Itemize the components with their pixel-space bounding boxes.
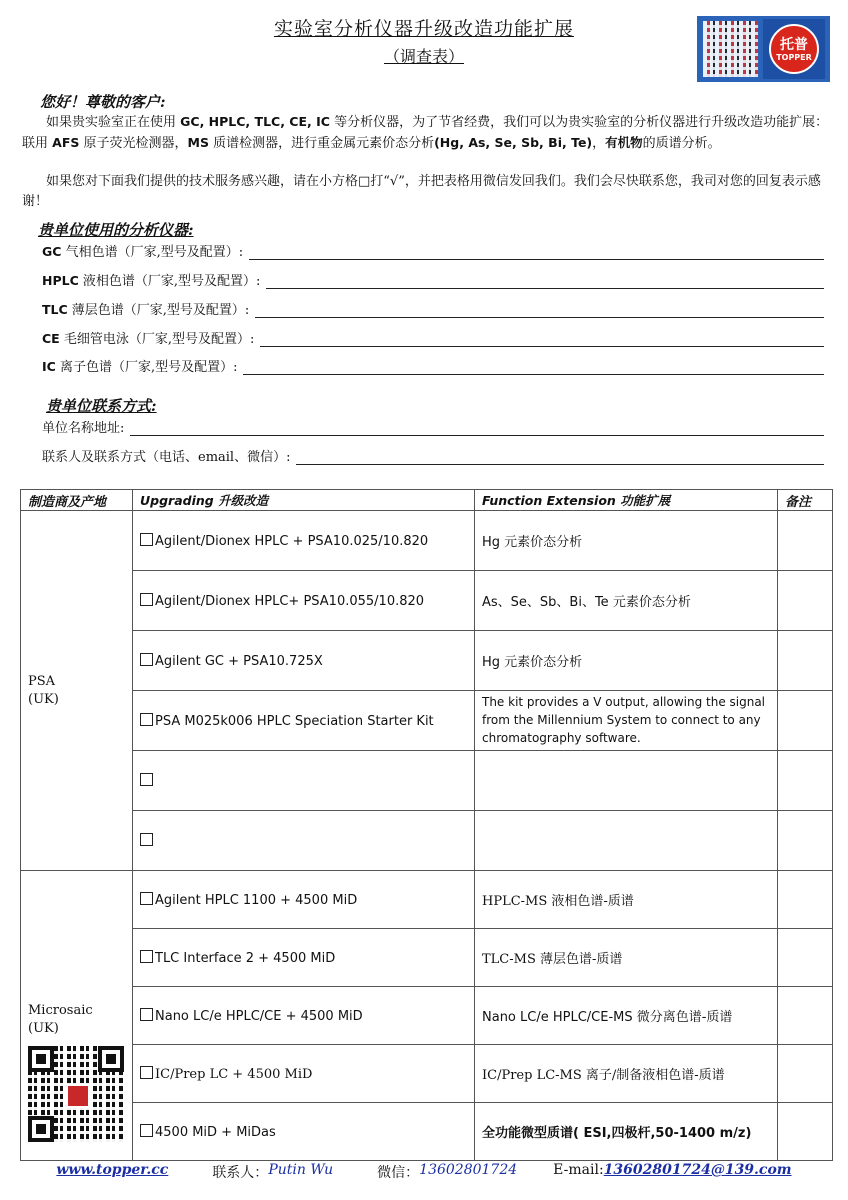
instrument-field-hplc (42, 270, 824, 289)
maker-name: Microsaic (28, 1002, 93, 1018)
function-cell: TLC-MS 薄层色谱-质谱 (475, 929, 778, 987)
contact-label: 单位名称地址: (42, 421, 125, 436)
address-input-line[interactable] (130, 421, 824, 436)
instrument-code: HPLC (42, 273, 79, 288)
ic-input-line[interactable] (243, 360, 824, 375)
remarks-cell[interactable] (778, 1103, 833, 1161)
table-row (21, 691, 833, 751)
table-row (21, 1045, 833, 1103)
table-row (21, 571, 833, 631)
upgrade-text: Agilent/Dionex HPLC + PSA10.025/10.820 (155, 533, 429, 549)
instrument-field-ce (42, 328, 824, 347)
instruments-heading: 贵单位使用的分析仪器: (38, 221, 194, 239)
contact-field-person (42, 446, 824, 465)
upgrade-cell[interactable] (133, 1103, 475, 1161)
function-cell (475, 811, 778, 871)
maker-origin: (UK) (28, 691, 59, 707)
wechat-label: 微信： (377, 1165, 420, 1181)
function-cell: Hg 元素价态分析 (475, 631, 778, 691)
intro-text: 如果贵实验室正在使用 (46, 115, 181, 130)
remarks-cell[interactable] (778, 811, 833, 871)
instrument-field-tlc (42, 299, 824, 318)
remarks-cell[interactable] (778, 511, 833, 571)
upgrade-text: Agilent/Dionex HPLC+ PSA10.055/10.820 (155, 593, 425, 609)
qr-code-icon (28, 1046, 124, 1142)
instrument-label: 毛细管电泳（厂家,型号及配置）: (59, 332, 255, 347)
hplc-input-line[interactable] (266, 274, 824, 289)
upgrade-cell[interactable] (133, 751, 475, 811)
upgrade-text: Agilent HPLC 1100 + 4500 MiD (155, 892, 358, 908)
table-row (21, 929, 833, 987)
maker-origin: (UK) (28, 1020, 59, 1036)
checkbox-icon[interactable] (140, 593, 153, 606)
logo-en-text: TOPPER (776, 52, 812, 62)
checkbox-icon[interactable] (140, 1066, 153, 1079)
upgrade-cell[interactable] (133, 511, 475, 571)
instrument-code: IC (42, 359, 56, 374)
upgrade-table (20, 489, 833, 1161)
function-cell: Hg 元素价态分析 (475, 511, 778, 571)
table-row (21, 511, 833, 571)
topper-logo-icon (769, 24, 819, 74)
function-cell: As、Se、Sb、Bi、Te 元素价态分析 (475, 571, 778, 631)
upgrade-cell[interactable] (133, 811, 475, 871)
function-cell: 全功能微型质谱( ESI,四极杆,50-1400 m/z) (475, 1103, 778, 1161)
upgrade-text: 4500 MiD + MiDas (155, 1124, 276, 1140)
checkbox-icon[interactable] (140, 773, 153, 786)
remarks-cell[interactable] (778, 1045, 833, 1103)
function-cell: The kit provides a V output, allowing the signal from the Millennium System to connect to any chromatography software. (475, 691, 778, 751)
intro-text: ， (592, 136, 606, 151)
contact-input-line[interactable] (296, 450, 824, 465)
instrument-code: CE (42, 331, 60, 346)
tlc-input-line[interactable] (255, 303, 824, 318)
intro-bold: GC, HPLC, TLC, CE, IC (180, 114, 330, 129)
table-row (21, 751, 833, 811)
checkbox-icon[interactable] (140, 533, 153, 546)
function-cell (475, 751, 778, 811)
intro-paragraph-2: 如果您对下面我们提供的技术服务感兴趣，请在小方格□打“√”，并把表格用微信发回我们。我们会尽快联系您，我司对您的回复表示感谢！ (22, 174, 821, 209)
instrument-label: 气相色谱（厂家,型号及配置）: (61, 245, 244, 260)
wechat-id: 13602801724 (419, 1162, 518, 1178)
checkbox-icon[interactable] (140, 1008, 153, 1021)
checkbox-icon[interactable] (140, 950, 153, 963)
email-label: E-mail: (553, 1162, 604, 1178)
maker-cell-microsaic (21, 871, 133, 1161)
table-row (21, 987, 833, 1045)
header-upgrading: Upgrading 升级改造 (133, 490, 475, 511)
table-row (21, 1103, 833, 1161)
upgrade-cell[interactable] (133, 871, 475, 929)
footer (0, 1162, 848, 1182)
remarks-cell[interactable] (778, 751, 833, 811)
upgrade-cell[interactable] (133, 631, 475, 691)
remarks-cell[interactable] (778, 631, 833, 691)
upgrade-cell[interactable] (133, 691, 475, 751)
intro-paragraph-1 (22, 112, 830, 154)
contact-label: 联系人： (212, 1165, 269, 1181)
page-subtitle: （调查表） (383, 47, 464, 66)
remarks-cell[interactable] (778, 871, 833, 929)
contact-heading: 贵单位联系方式: (46, 397, 157, 415)
instrument-field-ic (42, 356, 824, 375)
intro-text: 等分析仪器，为了节省经费，我们可以为贵实验室的分析仪器进行升级改造功能扩展：联用 (22, 115, 829, 151)
maker-name: PSA (28, 673, 56, 689)
wechat-qr-icon (703, 21, 758, 77)
remarks-cell[interactable] (778, 929, 833, 987)
logo-cn-text: 托普 (780, 36, 808, 53)
intro-text: 的质谱分析。 (642, 136, 721, 151)
upgrade-cell[interactable] (133, 571, 475, 631)
table-row (21, 871, 833, 929)
upgrade-cell[interactable] (133, 987, 475, 1045)
gc-input-line[interactable] (249, 245, 824, 260)
contact-field-address (42, 417, 824, 436)
instrument-field-gc (42, 241, 824, 260)
header-function: Function Extension 功能扩展 (475, 490, 778, 511)
function-cell: Nano LC/e HPLC/CE-MS 微分离色谱-质谱 (475, 987, 778, 1045)
function-cell: IC/Prep LC-MS 离子/制备液相色谱-质谱 (475, 1045, 778, 1103)
ce-input-line[interactable] (260, 332, 824, 347)
checkbox-icon[interactable] (140, 892, 153, 905)
remarks-cell[interactable] (778, 987, 833, 1045)
intro-bold: (Hg, As, Se, Sb, Bi, Te) (434, 135, 593, 150)
maker-cell-psa (21, 511, 133, 871)
intro-bold: AFS (52, 135, 80, 150)
table-row (21, 811, 833, 871)
instrument-code: GC (42, 244, 62, 259)
contact-label: 联系人及联系方式（电话、email、微信）: (42, 450, 291, 465)
company-logo (697, 16, 830, 82)
upgrade-text: IC/Prep LC + 4500 MiD (155, 1066, 313, 1082)
checkbox-icon[interactable] (140, 713, 153, 726)
instrument-label: 液相色谱（厂家,型号及配置）: (78, 274, 261, 289)
upgrade-text: PSA M025k006 HPLC Speciation Starter Kit (155, 713, 434, 729)
header-remarks: 备注 (778, 490, 833, 511)
table-header-row (21, 490, 833, 511)
checkbox-icon[interactable] (140, 653, 153, 666)
intro-bold: 有机物 (605, 135, 643, 150)
upgrade-text: Agilent GC + PSA10.725X (155, 653, 323, 669)
checkbox-icon[interactable] (140, 833, 153, 846)
function-cell: HPLC-MS 液相色谱-质谱 (475, 871, 778, 929)
instrument-label: 离子色谱（厂家,型号及配置）: (55, 360, 238, 375)
instrument-label: 薄层色谱（厂家,型号及配置）: (67, 303, 250, 318)
intro-bold: MS (187, 135, 209, 150)
instrument-code: TLC (42, 302, 68, 317)
contact-name: Putin Wu (268, 1162, 334, 1178)
website-link[interactable]: www.topper.cc (56, 1162, 169, 1178)
page-title: 实验室分析仪器升级改造功能扩展 (273, 18, 574, 40)
remarks-cell[interactable] (778, 571, 833, 631)
upgrade-text: Nano LC/e HPLC/CE + 4500 MiD (155, 1008, 363, 1024)
upgrade-text: TLC Interface 2 + 4500 MiD (155, 950, 336, 966)
header-maker: 制造商及产地 (21, 490, 133, 511)
upgrade-cell[interactable] (133, 1045, 475, 1103)
intro-text: 原子荧光检测器， (79, 136, 188, 151)
remarks-cell[interactable] (778, 691, 833, 751)
table-row (21, 631, 833, 691)
greeting: 您好！尊敬的客户: (40, 93, 166, 111)
email-link[interactable]: 13602801724@139.com (603, 1162, 792, 1178)
checkbox-icon[interactable] (140, 1124, 153, 1137)
upgrade-cell[interactable] (133, 929, 475, 987)
intro-text: 质谱检测器，进行重金属元素价态分析 (208, 136, 435, 151)
